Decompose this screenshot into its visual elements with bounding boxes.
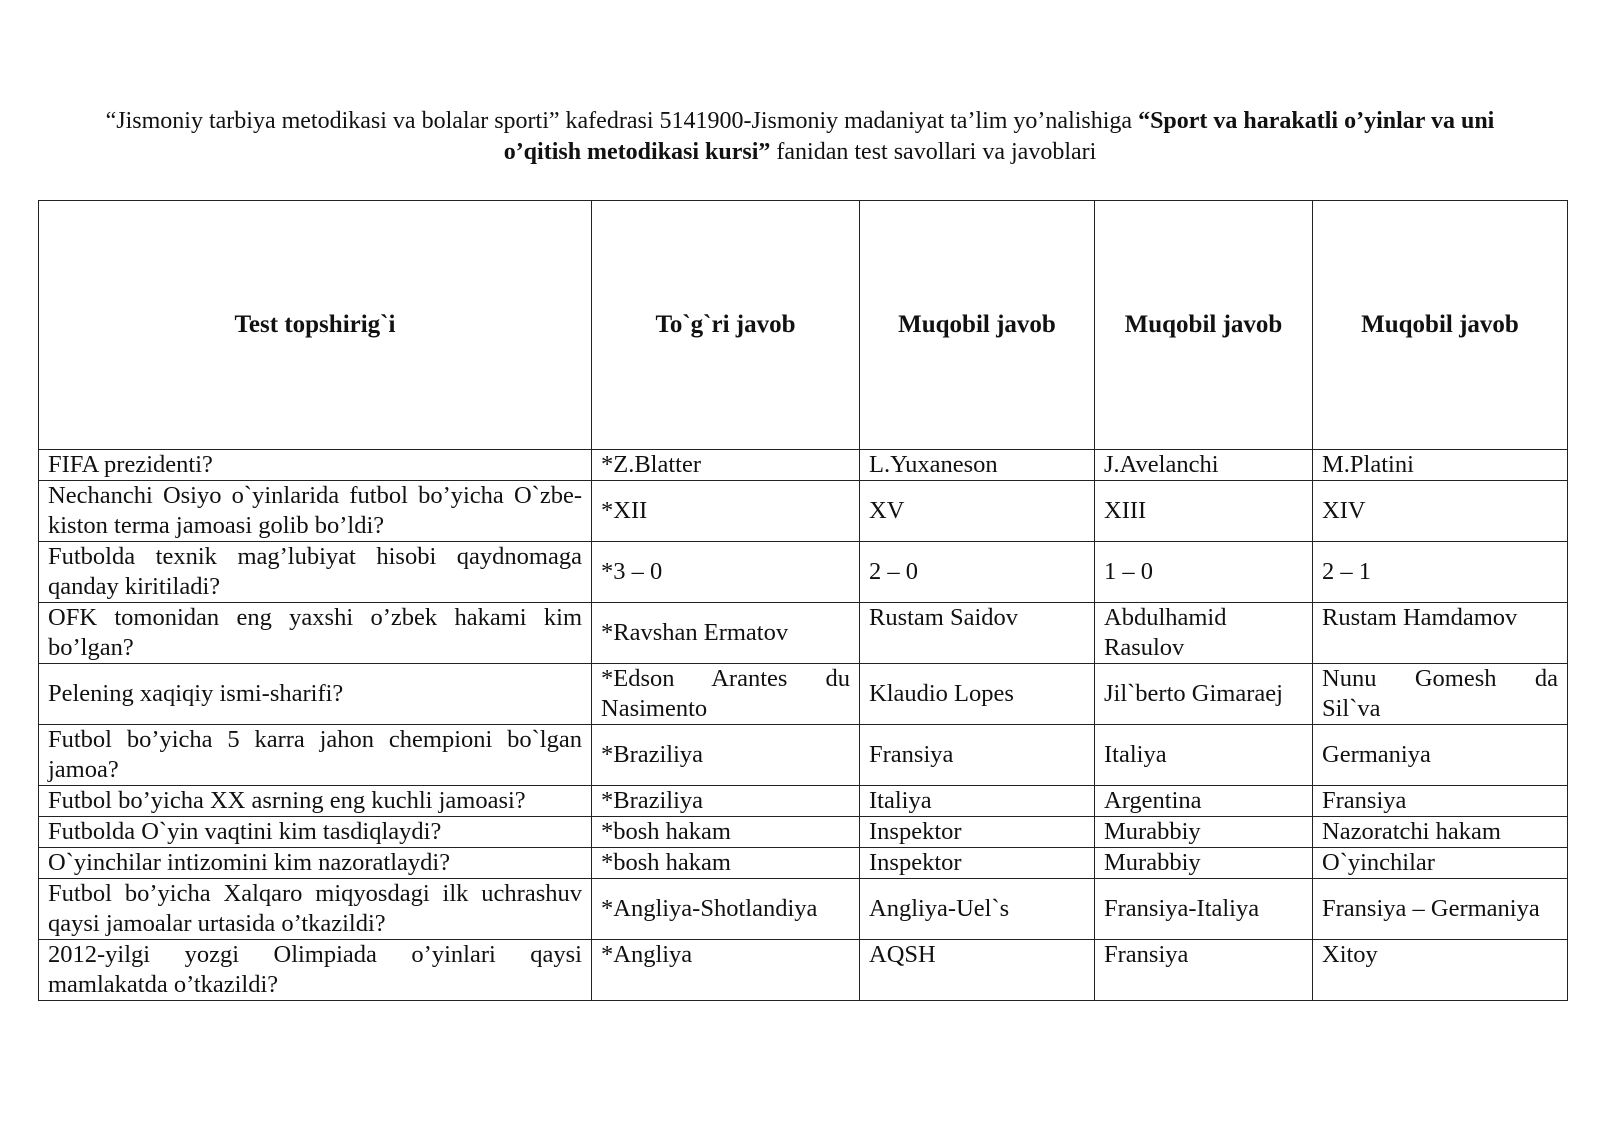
alternative-cell: XIII [1095, 481, 1313, 542]
document-heading [80, 106, 1520, 168]
alternative-cell: M.Platini [1313, 450, 1568, 481]
header-alternative-2: Muqobil javob [1095, 201, 1313, 450]
correct-answer-cell: *Z.Blatter [592, 450, 860, 481]
table-row [39, 725, 1568, 786]
alternative-cell: Nunu Gomesh da Sil`va [1313, 664, 1568, 725]
alternative-cell: Klaudio Lopes [860, 664, 1095, 725]
alternative-cell: 2 – 1 [1313, 542, 1568, 603]
correct-answer-cell: *Angliya-Shotlandiya [592, 879, 860, 940]
header-alternative-1: Muqobil javob [860, 201, 1095, 450]
alternative-cell: Jil`berto Gimaraej [1095, 664, 1313, 725]
alternative-cell: Angliya-Uel`s [860, 879, 1095, 940]
header-alternative-3: Muqobil javob [1313, 201, 1568, 450]
question-cell: 2012-yilgi yozgi Olimpiada o’yinlari qaysi mamlakatda o’tkazildi? [39, 940, 592, 1001]
correct-answer-cell: *Angliya [592, 940, 860, 1001]
alternative-cell: Fransiya-Italiya [1095, 879, 1313, 940]
question-cell: Futbol bo’yicha XX asrning eng kuchli jamoasi? [39, 786, 592, 817]
alternative-cell: O`yinchilar [1313, 848, 1568, 879]
alternative-cell: XIV [1313, 481, 1568, 542]
table-row [39, 450, 1568, 481]
alternative-cell: Germaniya [1313, 725, 1568, 786]
correct-answer-cell: *Braziliya [592, 725, 860, 786]
alternative-cell: Murabbiy [1095, 848, 1313, 879]
header-correct-answer: To`g`ri javob [592, 201, 860, 450]
correct-answer-cell: *bosh hakam [592, 817, 860, 848]
alternative-cell: Fransiya [860, 725, 1095, 786]
alternative-cell: Rustam Saidov [860, 603, 1095, 664]
alternative-cell: Italiya [1095, 725, 1313, 786]
alternative-cell: Fransiya [1095, 940, 1313, 1001]
question-cell: FIFA prezidenti? [39, 450, 592, 481]
alternative-cell: L.Yuxaneson [860, 450, 1095, 481]
correct-answer-cell: *XII [592, 481, 860, 542]
question-cell: Pelening xaqiqiy ismi-sharifi? [39, 664, 592, 725]
alternative-cell: XV [860, 481, 1095, 542]
correct-answer-cell: *Edson Arantes du Nasimento [592, 664, 860, 725]
alternative-cell: Murabbiy [1095, 817, 1313, 848]
table-row [39, 664, 1568, 725]
header-question: Test topshirig`i [39, 201, 592, 450]
question-cell: Futbol bo’yicha Xalqaro miqyosdagi ilk uchrashuv qaysi jamoalar urtasida o’tkazildi? [39, 879, 592, 940]
question-cell: O`yinchilar intizomini kim nazoratlaydi? [39, 848, 592, 879]
correct-answer-cell: *3 – 0 [592, 542, 860, 603]
table-row [39, 848, 1568, 879]
alternative-cell: 2 – 0 [860, 542, 1095, 603]
correct-answer-cell: *bosh hakam [592, 848, 860, 879]
question-cell: Futbol bo’yicha 5 karra jahon chempioni bo`lgan jamoa? [39, 725, 592, 786]
alternative-cell: Xitoy [1313, 940, 1568, 1001]
correct-answer-cell: *Ravshan Ermatov [592, 603, 860, 664]
alternative-cell: 1 – 0 [1095, 542, 1313, 603]
table-row [39, 542, 1568, 603]
table-row [39, 940, 1568, 1001]
alternative-cell: Abdulhamid Rasulov [1095, 603, 1313, 664]
correct-answer-cell: *Braziliya [592, 786, 860, 817]
heading-tail: fanidan test savollari va javoblari [770, 139, 1097, 165]
question-cell: Futbolda O`yin vaqtini kim tasdiqlaydi? [39, 817, 592, 848]
table-row [39, 817, 1568, 848]
heading-course-title: “Sport va harakatli o’yinlar va uni o’qitish metodikasi kursi” [503, 108, 1495, 165]
alternative-cell: Inspektor [860, 817, 1095, 848]
question-cell: Futbolda texnik mag’lubiyat hisobi qaydnomaga qanday kiritiladi? [39, 542, 592, 603]
alternative-cell: J.Avelanchi [1095, 450, 1313, 481]
alternative-cell: Rustam Hamdamov [1313, 603, 1568, 664]
table-row [39, 786, 1568, 817]
alternative-cell: Fransiya – Germaniya [1313, 879, 1568, 940]
table-row [39, 603, 1568, 664]
alternative-cell: Fransiya [1313, 786, 1568, 817]
alternative-cell: Nazoratchi hakam [1313, 817, 1568, 848]
alternative-cell: AQSH [860, 940, 1095, 1001]
alternative-cell: Italiya [860, 786, 1095, 817]
table-header-row [39, 201, 1568, 450]
alternative-cell: Inspektor [860, 848, 1095, 879]
test-questions-table [38, 200, 1568, 1001]
question-cell: Nechanchi Osiyo o`yinlarida futbol bo’yicha O`zbe-kiston terma jamoasi golib bo’ldi? [39, 481, 592, 542]
table-row [39, 481, 1568, 542]
alternative-cell: Argentina [1095, 786, 1313, 817]
heading-intro: “Jismoniy tarbiya metodikasi va bolalar sporti” kafedrasi 5141900-Jismoniy madaniyat ta’lim yo’nalishiga [105, 108, 1139, 134]
question-cell: OFK tomonidan eng yaxshi o’zbek hakami kim bo’lgan? [39, 603, 592, 664]
table-row [39, 879, 1568, 940]
